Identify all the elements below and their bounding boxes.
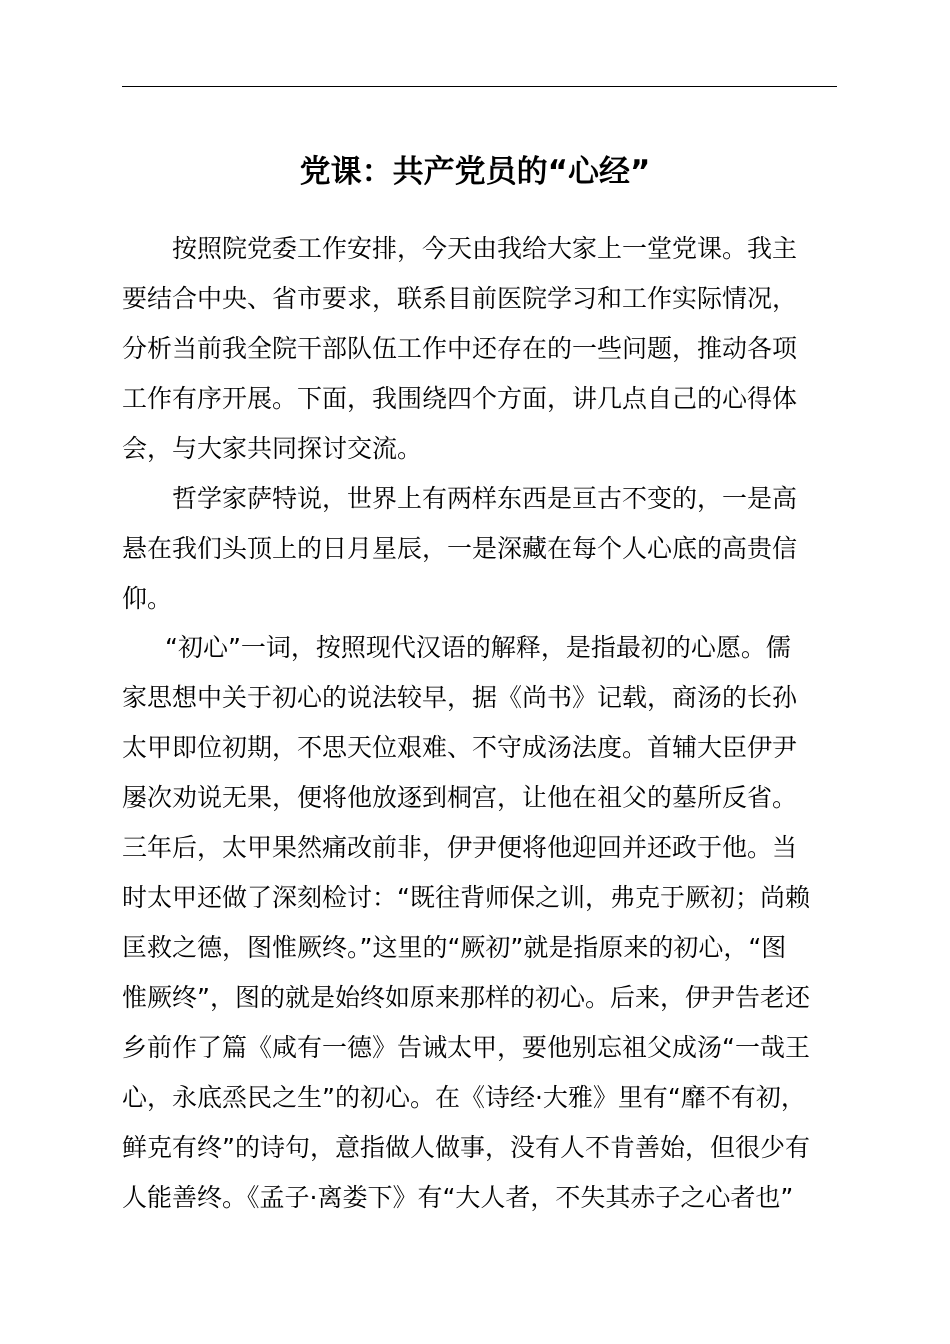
text-line: 按照院党委工作安排，今天由我给大家上一堂党课。我主 — [172, 234, 798, 263]
text-line: 心，永底烝民之生”的初心。在《诗经·大雅》里有“靡不有初， — [122, 1083, 806, 1112]
text-line: 屡次劝说无果，便将他放逐到桐宫，让他在祖父的墓所反省。 — [122, 783, 798, 812]
document-title: 党课：共产党员的“心经” — [299, 154, 651, 190]
text-line: 太甲即位初期，不思天位艰难、不守成汤法度。首辅大臣伊尹 — [122, 733, 798, 762]
text-line: 哲学家萨特说，世界上有两样东西是亘古不变的，一是高 — [172, 484, 798, 513]
text-line: 匡救之德，图惟厥终。”这里的“厥初”就是指原来的初心，“图 — [122, 933, 787, 962]
header-rule — [122, 86, 837, 87]
text-line: 乡前作了篇《咸有一德》告诫太甲，要他别忘祖父成汤“一哉王 — [122, 1033, 810, 1062]
text-line: 会，与大家共同探讨交流。 — [122, 434, 423, 463]
text-line: 人能善终。《孟子·离娄下》有“大人者，不失其赤子之心者也” — [122, 1183, 794, 1212]
text-line: 仰。 — [122, 584, 173, 613]
text-line: 工作有序开展。下面，我围绕四个方面，讲几点自己的心得体 — [122, 384, 798, 413]
text-line: 要结合中央、省市要求，联系目前医院学习和工作实际情况， — [122, 284, 798, 313]
text-line: 悬在我们头顶上的日月星辰，一是深藏在每个人心底的高贵信 — [122, 534, 798, 563]
text-line: “初心”一词，按照现代汉语的解释，是指最初的心愿。儒 — [165, 633, 791, 662]
text-line: 三年后，太甲果然痛改前非，伊尹便将他迎回并还政于他。当 — [122, 833, 798, 862]
text-line: 家思想中关于初心的说法较早，据《尚书》记载，商汤的长孙 — [122, 683, 798, 712]
text-line: 惟厥终”，图的就是始终如原来那样的初心。后来，伊尹告老还 — [122, 983, 810, 1012]
text-line: 时太甲还做了深刻检讨：“既往背师保之训，弗克于厥初；尚赖 — [122, 883, 810, 912]
text-line: 分析当前我全院干部队伍工作中还存在的一些问题，推动各项 — [122, 334, 798, 363]
text-line: 鲜克有终”的诗句，意指做人做事，没有人不肯善始，但很少有 — [122, 1133, 810, 1162]
